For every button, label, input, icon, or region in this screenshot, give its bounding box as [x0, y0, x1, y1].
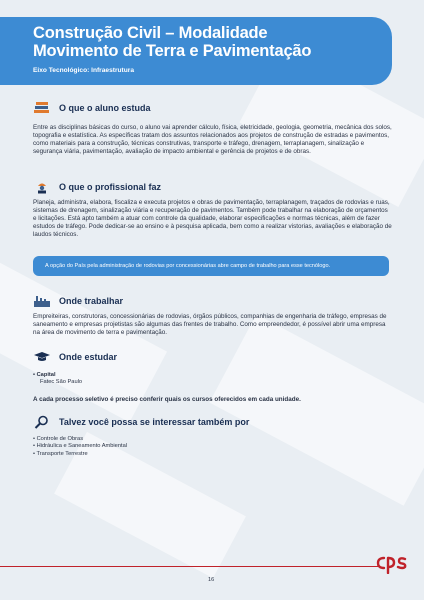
- school-list: [33, 372, 82, 387]
- section-interessar-heading: [33, 415, 249, 429]
- school-name: Fatec São Paulo: [40, 379, 83, 386]
- worker-icon: [33, 180, 51, 194]
- section-interessar-title: Talvez você possa se interessar também por: [59, 417, 250, 427]
- section-aluno-heading: [33, 101, 151, 115]
- section-trabalhar-text: Empreiteiras, construtoras, concessionárias de rodovias, órgãos públicos, companhias de engenharia de tráfego, empresas de saneamento e empresas projetistas são algumas das frentes de trabalho. Como empreendedor, é possível abrir uma empresa na área de movimento de terra e pavimentação.: [33, 313, 387, 337]
- section-aluno-text: Entre as disciplinas básicas do curso, o aluno vai aprender cálculo, física, eletricidade, geologia, geometria, mecânica dos solos, topografia e estatística. As específicas tratam dos assuntos relacionados aos projetos de construção de estradas e pavimentos, como materiais para a construção, técnicas construtivas, transporte e tráfego, drenagem, terraplanagem, sinalização e segurança viária, pavimentação, avaliação de impacto ambiental e gerência de projetos e de obras.: [33, 124, 392, 156]
- magnifier-icon: [33, 415, 51, 429]
- cps-logo: [375, 552, 409, 574]
- section-profissional-text: Planeja, administra, elabora, fiscaliza e executa projetos e obras de pavimentação, terraplanagem, traçados de rodovias e ruas, sistemas de drenagem, sinalização viária e recuperação de pavimentos. Também pode trabalhar na elaboração de orçamentos e licitações. Está apto também a atuar com controle da qualidade, elaborar especificações e normas técnicas, além de fazer estudos de tráfego. Pode dedicar-se ao ensino e à pesquisa aplicada, bem como a realizar vistorias, avaliações e elaboração de laudos técnicos.: [33, 199, 392, 239]
- section-profissional-title: O que o profissional faz: [59, 182, 162, 192]
- interest-item: • Controle de Obras: [33, 436, 84, 442]
- interest-item: • Hidráulica e Saneamento Ambiental: [33, 443, 127, 450]
- title-line-2: Movimento de Terra e Pavimentação: [33, 42, 312, 60]
- section-aluno-title: O que o aluno estuda: [59, 103, 151, 113]
- section-estudar-heading: [33, 350, 117, 364]
- estudar-note: A cada processo seletivo é preciso conferir quais os cursos oferecidos em cada unidade.: [33, 396, 301, 403]
- section-trabalhar-title: Onde trabalhar: [59, 296, 124, 306]
- background-shape: [209, 314, 424, 506]
- school-region: • Capital: [33, 372, 56, 378]
- callout-box: A opção do País pela administração de rodovias por concessionárias abre campo de trabalho para esse tecnólogo.: [33, 256, 389, 276]
- title-line-1: Construção Civil – Modalidade: [33, 24, 268, 42]
- interest-item: • Transporte Terrestre: [33, 450, 88, 457]
- footer-divider: [0, 566, 378, 567]
- factory-icon: [33, 294, 51, 308]
- graduation-cap-icon: [33, 350, 51, 364]
- page-title: [33, 24, 311, 60]
- page-number: 16: [208, 577, 215, 583]
- books-icon: [33, 101, 51, 115]
- interest-list: [33, 436, 127, 458]
- section-estudar-title: Onde estudar: [59, 352, 118, 362]
- page-subtitle: Eixo Tecnológico: Infraestrutura: [33, 67, 134, 74]
- section-profissional-heading: [33, 180, 161, 194]
- section-trabalhar-heading: [33, 294, 123, 308]
